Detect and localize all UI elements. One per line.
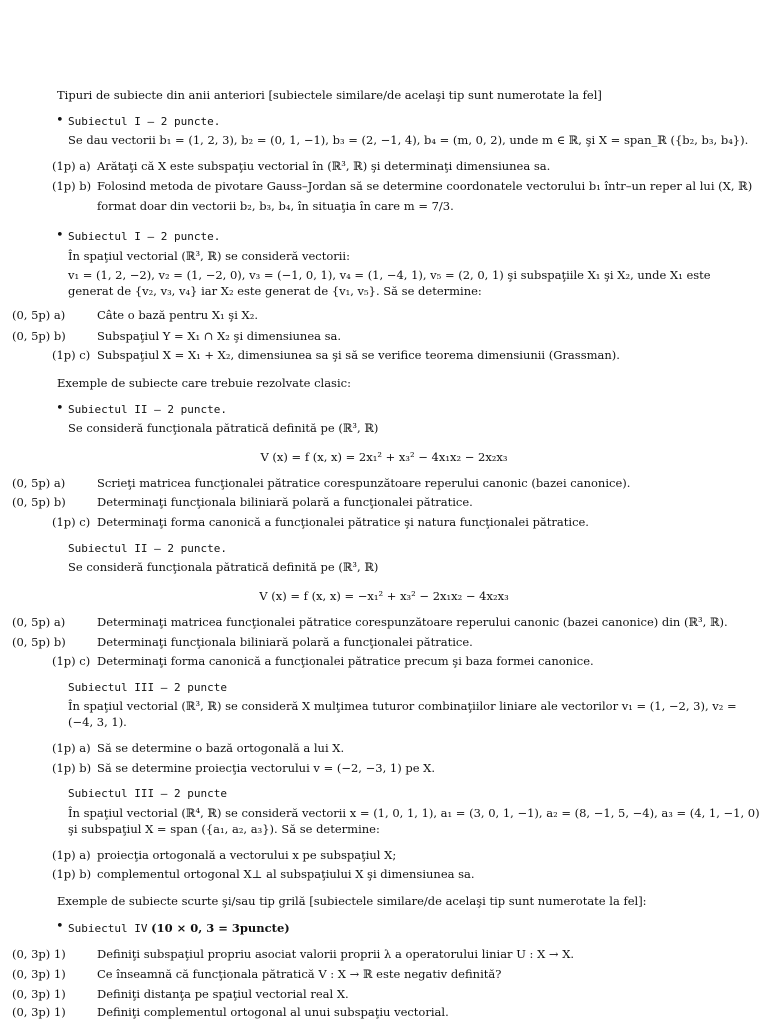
question-text: Folosind metoda de pivotare Gauss–Jordan să se determine coordonatele vectorului b₁ într–un reper al lui (X, ℝ) [97,179,753,193]
subject-statement: Se consideră funcţionala pătratică definită pe (ℝ³, ℝ) [68,421,379,435]
subject-title: Subiectul I – 2 puncte. [68,115,221,128]
question-text: Ce înseamnă că funcţionala pătratică V : X → ℝ este negativ definită? [97,967,502,981]
subject-statement: În spaţiul vectorial (ℝ⁴, ℝ) se consideră vectorii x = (1, 0, 1, 1), a₁ = (3, 0, 1, −1), a₂ = (8, −1, 5, −4), a₃ = (4, 1, −1, 0) [68,806,760,820]
subject-points: (10 × 0, 3 = 3puncte) [151,921,290,935]
question-text: Să se determine proiecţia vectorului v = (−2, −3, 1) pe X. [97,761,436,775]
subject-statement: Se consideră funcţionala pătratică definită pe (ℝ³, ℝ) [68,560,379,574]
subject-title: Subiectul II – 2 puncte. [68,403,227,416]
question-text: Subspaţiul X = X₁ + X₂, dimensiunea sa şi să se verifice teorema dimensiunii (Grassman). [97,348,620,362]
question-text: Determinaţi matricea funcţionalei pătratice corespunzătoare reperului canonic (bazei canonice) din (ℝ³, ℝ). [97,615,728,629]
points-label: (0, 3p) 1) [12,987,66,1001]
points-label: (0, 5p) b) [12,495,66,509]
question-text: Definiţi subspaţiul propriu asociat valorii proprii λ a operatorului liniar U : X → X. [97,947,575,961]
question-text: Câte o bază pentru X₁ şi X₂. [97,308,258,322]
section-header: Exemple de subiecte care trebuie rezolvate clasic: [57,376,351,390]
question-text: Definiţi distanţa pe spaţiul vectorial real X. [97,987,349,1001]
subject-statement: şi subspaţiul X = span ({a₁, a₂, a₃}). Să se determine: [68,822,380,836]
question-text: Determinaţi funcţionala biliniară polară a funcţionalei pătratice. [97,635,473,649]
question-text: complementul ortogonal X⊥ al subspaţiului X şi dimensiunea sa. [97,867,475,881]
question-text: Arătaţi că X este subspaţiu vectorial în (ℝ³, ℝ) şi determinaţi dimensiunea sa. [97,159,551,173]
subject-statement: (−4, 3, 1). [68,715,127,729]
page-header: Tipuri de subiecte din anii anteriori [subiectele similare/de acelaşi tip sunt numerotate la fel] [57,88,602,102]
question-text: Scrieţi matricea funcţionalei pătratice corespunzătoare reperului canonic (bazei canonice). [97,476,631,490]
formula: V (x) = f (x, x) = −x₁² + x₃² − 2x₁x₂ − 4x₂x₃ [259,589,509,603]
points-label: (0, 3p) 1) [12,947,66,961]
points-label: (1p) c) [52,654,91,668]
question-text: proiecţia ortogonală a vectorului x pe subspaţiul X; [97,848,397,862]
question-text: Subspaţiul Y = X₁ ∩ X₂ şi dimensiunea sa. [97,329,342,343]
points-label: (0, 5p) a) [12,615,66,629]
subject-statement: v₁ = (1, 2, −2), v₂ = (1, −2, 0), v₃ = (−1, 0, 1), v₄ = (1, −4, 1), v₅ = (2, 0, 1) şi subspaţiile X₁ şi X₂, unde X₁ este [68,268,711,282]
bullet-icon: • [56,113,64,128]
question-text: Determinaţi forma canonică a funcţionalei pătratice precum şi baza formei canonice. [97,654,594,668]
question-text: Definiţi complementul ortogonal al unui subspaţiu vectorial. [97,1005,449,1019]
section-header: Exemple de subiecte scurte şi/sau tip grilă [subiectele similare/de acelaşi tip sunt numerotate la fel]: [57,894,647,908]
question-text-continued: format doar din vectorii b₂, b₃, b₄, în situaţia în care m = 7/3. [97,199,454,213]
points-label: (0, 5p) a) [12,308,66,322]
subject-statement: În spaţiul vectorial (ℝ³, ℝ) se consideră X mulţimea tuturor combinaţiilor liniare ale vectorilor v₁ = (1, −2, 3), v₂ = [68,699,737,713]
points-label: (0, 3p) 1) [12,1005,66,1019]
formula: V (x) = f (x, x) = 2x₁² + x₃² − 4x₁x₂ − 2x₂x₃ [260,450,508,464]
points-label: (1p) a) [52,848,91,862]
subject-title: Subiectul IV [68,922,148,935]
points-label: (0, 3p) 1) [12,967,66,981]
subject-statement: Se dau vectorii b₁ = (1, 2, 3), b₂ = (0, 1, −1), b₃ = (2, −1, 4), b₄ = (m, 0, 2), unde m ∈ ℝ, şi X = span_ℝ ({b₂, b₃, b₄}). [68,133,749,147]
question-text: Să se determine o bază ortogonală a lui X. [97,741,345,755]
points-label: (0, 5p) a) [12,476,66,490]
bullet-icon: • [56,401,64,416]
subject-statement: În spaţiul vectorial (ℝ³, ℝ) se consideră vectorii: [68,249,350,263]
points-label: (0, 5p) b) [12,329,66,343]
points-label: (1p) a) [52,741,91,755]
question-text: Determinaţi funcţionala biliniară polară a funcţionalei pătratice. [97,495,473,509]
subject-title: Subiectul III – 2 puncte [68,681,227,694]
points-label: (1p) b) [52,867,92,881]
points-label: (1p) b) [52,179,92,193]
bullet-icon: • [56,919,64,934]
points-label: (1p) b) [52,761,92,775]
points-label: (0, 5p) b) [12,635,66,649]
subject-statement: generat de {v₂, v₃, v₄} iar X₂ este generat de {v₁, v₅}. Să se determine: [68,284,482,298]
subject-title: Subiectul III – 2 puncte [68,787,227,800]
bullet-icon: • [56,228,64,243]
points-label: (1p) c) [52,515,91,529]
question-text: Determinaţi forma canonică a funcţionalei pătratice şi natura funcţionalei pătratice. [97,515,589,529]
points-label: (1p) a) [52,159,91,173]
subject-title: Subiectul I – 2 puncte. [68,230,221,243]
points-label: (1p) c) [52,348,91,362]
subject-title: Subiectul II – 2 puncte. [68,542,227,555]
